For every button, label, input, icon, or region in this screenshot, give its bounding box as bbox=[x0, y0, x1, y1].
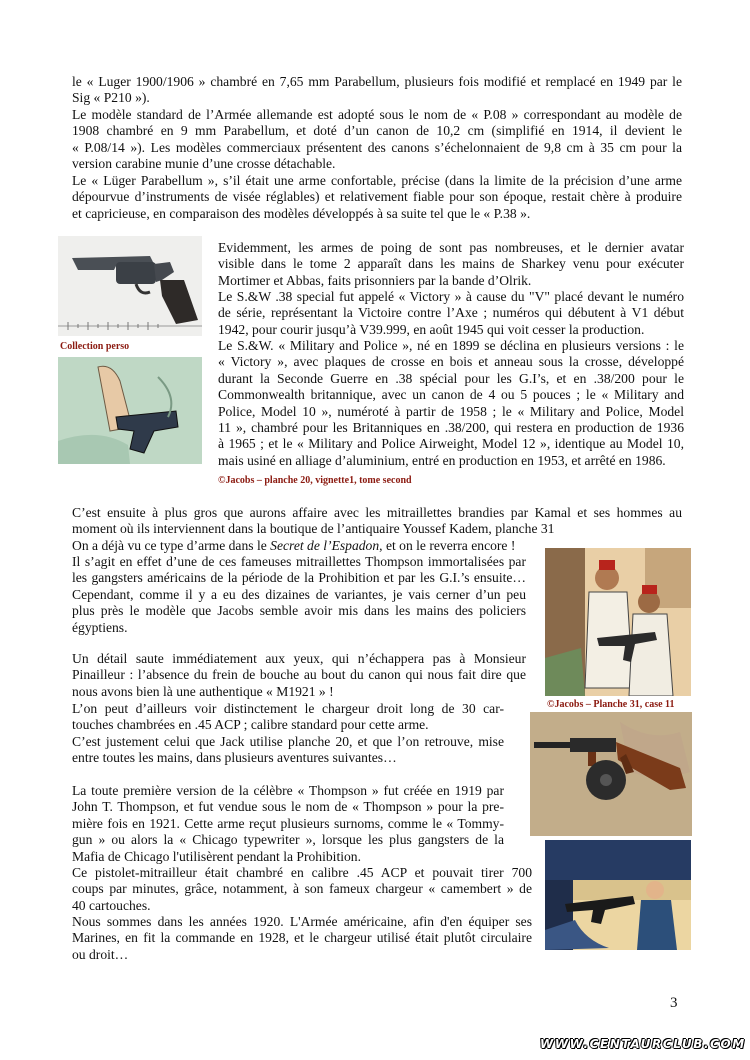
text-line: les gangsters américains de la période de la Prohibition et par les G.I.’s ensuite… bbox=[72, 570, 526, 586]
caption-collection: Collection perso bbox=[60, 341, 130, 352]
paragraph-p08 bbox=[72, 107, 682, 173]
text-line: gun » ou alors la « Chicago typewriter », lorsque les plus gangsters de la bbox=[72, 832, 504, 848]
text-line: Police, Model 10 », numéroté à partir de 1958 ; le « Military and Police, Model bbox=[218, 403, 684, 419]
text-line: Il s’agit en effet d’une de ces fameuses mitraillettes Thompson immortalisées par bbox=[72, 554, 526, 569]
thompson-photo bbox=[530, 712, 692, 836]
paragraph-sharkey bbox=[218, 240, 684, 289]
paragraph-acp bbox=[72, 865, 532, 914]
text-fragment: , et on le reverra encore ! bbox=[379, 538, 516, 553]
comic-panel-night bbox=[545, 840, 691, 950]
page-number: 3 bbox=[670, 995, 678, 1011]
title-secret-espadon: Secret de l’Espadon bbox=[270, 538, 380, 553]
text-line: entre toutes les mains, dans plusieurs aventures suivantes… bbox=[72, 750, 397, 766]
text-line: Marines, en fit la commande en 1928, et le chargeur utilisé était plutôt circulaire bbox=[72, 930, 532, 946]
text-line: Le S.&W .38 special fut appelé « Victory » à cause du "V" placé devant le numéro bbox=[218, 289, 684, 304]
text-line: visible dans le tome 2 apparaît dans les mains de Sharkey venu pour exécuter bbox=[218, 256, 684, 272]
text-line: moment où ils interviennent dans la boutique de l’antiquaire Youssef Kadem, planche 31 bbox=[72, 521, 555, 537]
text-line: Evidemment, les armes de poing de sont pas nombreuses, et le dernier avatar bbox=[218, 240, 684, 255]
text-line: L’on peut d’ailleurs voir distinctement le chargeur droit long de 30 car- bbox=[72, 701, 504, 716]
comic-panel-kamal bbox=[545, 548, 691, 696]
text-line: Sig « P210 »). bbox=[72, 90, 150, 106]
paragraph-m1921 bbox=[72, 651, 526, 700]
text-line: 1908 chambré en 9 mm Parabellum, et doté d’un canon de 10,2 cm (simplifié en 1914, il devient le bbox=[72, 123, 682, 139]
comic-panel-sharkey bbox=[58, 357, 202, 464]
text-line: et capricieuse, en comparaison des modèles développés à sa suite tel que le « P.38 ». bbox=[72, 205, 531, 221]
text-line: Mortimer et Abbas, faits prisonniers par la bande d’Olrik. bbox=[218, 272, 532, 288]
text-line: durant la Seconde Guerre en .38 spécial pour les G.I’s, et en .38/200 pour le bbox=[218, 370, 684, 386]
text-line: version carabine munie d’une crosse détachable. bbox=[72, 156, 336, 172]
paragraph-espadon bbox=[72, 538, 542, 554]
text-line: Le S.&W. « Military and Police », né en 1899 se déclina en plusieurs versions : le bbox=[218, 338, 684, 353]
text-line: plus près le modèle que Jacobs semble avoir mis dans les mains des policiers bbox=[72, 603, 526, 619]
paragraph-luger-parabellum bbox=[72, 173, 682, 222]
revolver-illustration bbox=[58, 236, 202, 336]
text-line: Ce pistolet-mitrailleur était chambré en calibre .45 ACP et pouvait tirer 700 bbox=[72, 865, 532, 880]
caption-jacobs-planche-31: ©Jacobs – Planche 31, case 11 bbox=[547, 699, 675, 710]
text-line: C’est justement celui que Jack utilise planche 20, et que l’on retrouve, mise bbox=[72, 734, 504, 749]
text-line: mière fois en 1921. Cette arme reçut plusieurs surnoms, comme le « Tommy- bbox=[72, 815, 504, 831]
text-line: Nous sommes dans les années 1920. L'Armée américaine, afin d'en équiper ses bbox=[72, 914, 532, 929]
comic-hand-revolver-illustration bbox=[58, 357, 202, 464]
text-fragment: On a déjà vu ce type d’arme dans le bbox=[72, 538, 271, 553]
text-line: Pinailleur : l’absence du frein de bouche au bout du canon qui nous fait dire que bbox=[72, 667, 526, 683]
paragraph-first-thompson bbox=[72, 783, 504, 865]
text-line: 40 cartouches. bbox=[72, 897, 151, 913]
text-line: dépourvue d’instruments de visée réglables) et relativement fiable pour son époque, restait chère à produire bbox=[72, 189, 682, 205]
text-line: Un détail saute immédiatement aux yeux, qui n’échappera pas à Monsieur bbox=[72, 651, 526, 666]
text-line: coups par minutes, grâce, notamment, à son fameux chargeur « camembert » de bbox=[72, 881, 532, 897]
text-line: de série, représentant la Victoire contre l’Axe ; numéros qui débutent à V1 début bbox=[218, 305, 684, 321]
thompson-gun-illustration bbox=[530, 712, 692, 836]
paragraph-military-police bbox=[218, 338, 684, 469]
text-line: Le modèle standard de l’Armée allemande est adopté sous le nom de « P.08 » correspondant au modèle de bbox=[72, 107, 682, 122]
comic-night-scene-illustration bbox=[545, 840, 691, 950]
text-line: mais usiné en alliage d’aluminium, entré en production en 1953, et arrêté en 1986. bbox=[218, 452, 666, 468]
text-line: « Victory », avec plaques de crosse en bois et anneau sous la crosse, développé bbox=[218, 354, 684, 370]
text-line: C’est ensuite à plus gros que aurons affaire avec les mitraillettes brandies par Kamal et ses hommes au bbox=[72, 505, 682, 520]
text-line: touches chambrées en .45 ACP ; calibre standard pour cette arme. bbox=[72, 717, 429, 733]
paragraph-luger-intro bbox=[72, 74, 682, 107]
revolver-photo bbox=[58, 236, 202, 336]
text-line: John T. Thompson, et fut vendue sous le nom de « Thompson » pour la pre- bbox=[72, 799, 504, 815]
text-line: le « Luger 1900/1906 » chambré en 7,65 mm Parabellum, plusieurs fois modifié et remplacé en 1949 par le bbox=[72, 74, 682, 89]
text-line: égyptiens. bbox=[72, 619, 128, 635]
paragraph-1920s bbox=[72, 914, 532, 963]
text-line: « P.08/14 »). Les modèles commerciaux présentent des canons s’échelonnaient de 9,8 cm à 35 cm pour la bbox=[72, 139, 682, 155]
text-line: à 1965 ; et le « Military and Police Airweight, Model 12 », identique au Model 10, bbox=[218, 436, 684, 452]
text-line: Mafia de Chicago l'utilisèrent pendant la Prohibition. bbox=[72, 848, 361, 864]
paragraph-victory bbox=[218, 289, 684, 338]
text-line: Cependant, comme il y a eu des dizaines de variantes, je vais cerner d’un peu bbox=[72, 586, 526, 602]
comic-policemen-illustration bbox=[545, 548, 691, 696]
paragraph-thompson-gangsters bbox=[72, 554, 526, 636]
paragraph-chargeur bbox=[72, 701, 504, 734]
text-line: ou droit… bbox=[72, 946, 129, 962]
text-line: nous avons bien là une authentique « M1921 » ! bbox=[72, 683, 334, 699]
text-line: Commonwealth britannique, avec un canon de 4 ou 5 pouces ; le « Military and bbox=[218, 387, 684, 403]
text-line: 11 », chambré pour les Britanniques en .38/200, qui restera en production de 1936 bbox=[218, 420, 684, 436]
text-line: La toute première version de la célèbre « Thompson » fut créée en 1919 par bbox=[72, 783, 504, 798]
caption-jacobs-planche-20: ©Jacobs – planche 20, vignette1, tome second bbox=[218, 475, 412, 486]
paragraph-jack bbox=[72, 734, 504, 767]
footer-watermark: WWW.CENTAURCLUB.COM bbox=[540, 1037, 746, 1051]
paragraph-kamal bbox=[72, 505, 682, 538]
text-line: Le « Lüger Parabellum », s’il était une arme confortable, précise (dans la limite de la précision d’une arme bbox=[72, 173, 682, 188]
text-line: 1942, pour courir jusqu’à V39.999, en août 1945 qui voit cesser la production. bbox=[218, 321, 645, 337]
